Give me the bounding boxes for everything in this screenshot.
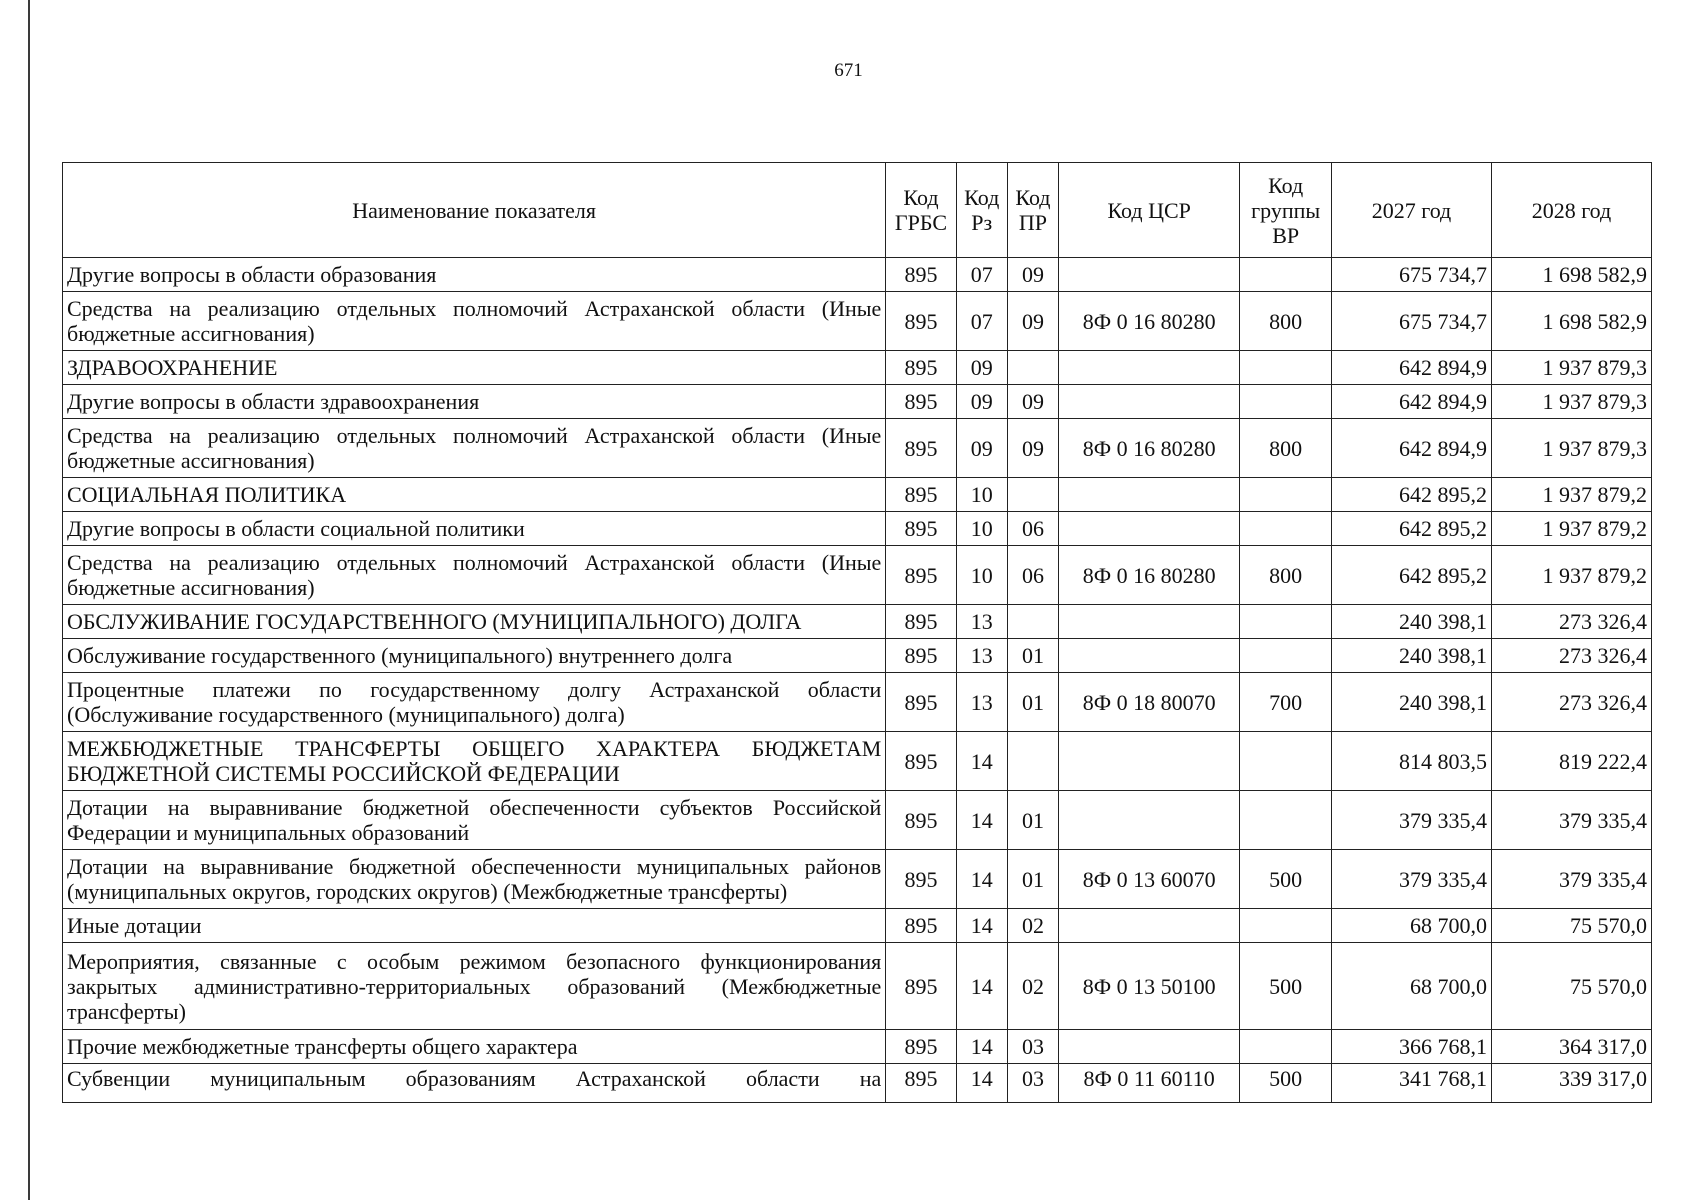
cell-name: Средства на реализацию отдельных полномочий Астраханской области (Иные бюджетные ассигнования) [63,419,886,478]
cell-csr [1059,732,1240,791]
cell-rz: 09 [956,351,1007,385]
cell-csr [1059,1030,1240,1064]
header-pr: Код ПР [1007,163,1058,258]
cell-2027: 642 894,9 [1332,351,1492,385]
cell-vr [1240,258,1332,292]
table-row [63,385,1652,419]
cell-rz: 09 [956,385,1007,419]
cell-pr: 06 [1007,546,1058,605]
cell-csr: 8Ф 0 11 60110 [1059,1064,1240,1103]
cell-rz: 13 [956,605,1007,639]
cell-name: Средства на реализацию отдельных полномочий Астраханской области (Иные бюджетные ассигнования) [63,292,886,351]
cell-rz: 10 [956,478,1007,512]
cell-rz: 13 [956,673,1007,732]
cell-vr: 800 [1240,546,1332,605]
cell-rz: 14 [956,909,1007,943]
cell-rz: 13 [956,639,1007,673]
cell-csr [1059,791,1240,850]
page-number: 671 [834,60,863,81]
header-2028: 2028 год [1491,163,1651,258]
cell-name: Дотации на выравнивание бюджетной обеспеченности субъектов Российской Федерации и муниципальных образований [63,791,886,850]
cell-2027: 675 734,7 [1332,258,1492,292]
cell-2028: 1 937 879,3 [1491,385,1651,419]
cell-2027: 379 335,4 [1332,850,1492,909]
cell-2027: 240 398,1 [1332,673,1492,732]
cell-vr [1240,639,1332,673]
table-row [63,673,1652,732]
cell-vr [1240,478,1332,512]
cell-2027: 240 398,1 [1332,605,1492,639]
budget-table [62,162,1652,1103]
cell-name: Обслуживание государственного (муниципального) внутреннего долга [63,639,886,673]
cell-2028: 364 317,0 [1491,1030,1651,1064]
table-row [63,1064,1652,1103]
cell-2027: 68 700,0 [1332,909,1492,943]
cell-pr [1007,605,1058,639]
cell-grbs: 895 [886,639,956,673]
cell-name: Дотации на выравнивание бюджетной обеспеченности муниципальных районов (муниципальных округов, городских округов) (Межбюджетные трансферты) [63,850,886,909]
cell-rz: 09 [956,419,1007,478]
cell-rz: 07 [956,258,1007,292]
cell-vr [1240,1030,1332,1064]
cell-pr [1007,732,1058,791]
cell-pr: 09 [1007,292,1058,351]
cell-name: СОЦИАЛЬНАЯ ПОЛИТИКА [63,478,886,512]
table-row [63,639,1652,673]
cell-pr: 09 [1007,258,1058,292]
cell-grbs: 895 [886,546,956,605]
table-row [63,512,1652,546]
cell-2028: 379 335,4 [1491,850,1651,909]
cell-2027: 68 700,0 [1332,943,1492,1030]
cell-2028: 1 698 582,9 [1491,292,1651,351]
cell-csr [1059,639,1240,673]
cell-grbs: 895 [886,909,956,943]
cell-name: Процентные платежи по государственному долгу Астраханской области (Обслуживание государственного (муниципального) долга) [63,673,886,732]
cell-pr: 01 [1007,850,1058,909]
header-name: Наименование показателя [63,163,886,258]
cell-vr [1240,732,1332,791]
cell-rz: 14 [956,1064,1007,1103]
cell-vr [1240,791,1332,850]
cell-name: Средства на реализацию отдельных полномочий Астраханской области (Иные бюджетные ассигнования) [63,546,886,605]
header-grbs: Код ГРБС [886,163,956,258]
header-csr: Код ЦСР [1059,163,1240,258]
cell-vr: 500 [1240,943,1332,1030]
cell-rz: 14 [956,1030,1007,1064]
cell-2027: 379 335,4 [1332,791,1492,850]
cell-2028: 1 937 879,2 [1491,546,1651,605]
header-2027: 2027 год [1332,163,1492,258]
table-row [63,351,1652,385]
cell-grbs: 895 [886,385,956,419]
header-vr: Код группы ВР [1240,163,1332,258]
cell-pr: 03 [1007,1030,1058,1064]
scan-edge-line [28,0,30,1200]
cell-name: Мероприятия, связанные с особым режимом безопасного функционирования закрытых административно-территориальных образований (Межбюджетные трансферты) [63,943,886,1030]
table-row [63,732,1652,791]
cell-vr: 500 [1240,850,1332,909]
table-row [63,478,1652,512]
cell-2027: 341 768,1 [1332,1064,1492,1103]
cell-vr: 800 [1240,419,1332,478]
cell-grbs: 895 [886,1030,956,1064]
cell-2027: 642 895,2 [1332,478,1492,512]
table-row [63,850,1652,909]
cell-csr: 8Ф 0 16 80280 [1059,292,1240,351]
cell-2028: 273 326,4 [1491,605,1651,639]
cell-vr: 500 [1240,1064,1332,1103]
cell-csr [1059,351,1240,385]
table-row [63,546,1652,605]
cell-csr [1059,909,1240,943]
cell-grbs: 895 [886,791,956,850]
cell-pr: 01 [1007,673,1058,732]
cell-csr: 8Ф 0 13 60070 [1059,850,1240,909]
cell-pr [1007,351,1058,385]
cell-vr [1240,512,1332,546]
cell-name: ОБСЛУЖИВАНИЕ ГОСУДАРСТВЕННОГО (МУНИЦИПАЛЬНОГО) ДОЛГА [63,605,886,639]
cell-rz: 10 [956,512,1007,546]
cell-2027: 642 895,2 [1332,512,1492,546]
cell-csr: 8Ф 0 16 80280 [1059,419,1240,478]
cell-pr: 02 [1007,943,1058,1030]
cell-grbs: 895 [886,512,956,546]
cell-grbs: 895 [886,292,956,351]
cell-2028: 1 937 879,2 [1491,478,1651,512]
cell-2027: 675 734,7 [1332,292,1492,351]
cell-grbs: 895 [886,673,956,732]
cell-2028: 273 326,4 [1491,673,1651,732]
cell-2028: 75 570,0 [1491,909,1651,943]
cell-name: ЗДРАВООХРАНЕНИЕ [63,351,886,385]
cell-csr [1059,478,1240,512]
cell-pr: 06 [1007,512,1058,546]
cell-grbs: 895 [886,605,956,639]
cell-name: Другие вопросы в области здравоохранения [63,385,886,419]
cell-name: Другие вопросы в области социальной политики [63,512,886,546]
cell-2028: 339 317,0 [1491,1064,1651,1103]
cell-grbs: 895 [886,258,956,292]
cell-vr: 700 [1240,673,1332,732]
table-row [63,1030,1652,1064]
cell-vr [1240,385,1332,419]
cell-grbs: 895 [886,1064,956,1103]
table-row [63,419,1652,478]
table-row [63,292,1652,351]
cell-grbs: 895 [886,478,956,512]
cell-2028: 379 335,4 [1491,791,1651,850]
cell-rz: 14 [956,732,1007,791]
cell-csr [1059,385,1240,419]
cell-rz: 10 [956,546,1007,605]
cell-2028: 1 937 879,3 [1491,351,1651,385]
cell-grbs: 895 [886,943,956,1030]
cell-2027: 814 803,5 [1332,732,1492,791]
cell-2027: 642 895,2 [1332,546,1492,605]
cell-vr [1240,909,1332,943]
cell-pr [1007,478,1058,512]
cell-grbs: 895 [886,850,956,909]
cell-pr: 09 [1007,419,1058,478]
cell-csr [1059,605,1240,639]
cell-2027: 366 768,1 [1332,1030,1492,1064]
cell-2027: 240 398,1 [1332,639,1492,673]
cell-csr: 8Ф 0 13 50100 [1059,943,1240,1030]
cell-rz: 14 [956,850,1007,909]
cell-csr [1059,512,1240,546]
cell-rz: 14 [956,943,1007,1030]
cell-2028: 1 937 879,3 [1491,419,1651,478]
table-row [63,943,1652,1030]
cell-rz: 14 [956,791,1007,850]
table-row [63,605,1652,639]
cell-2028: 1 937 879,2 [1491,512,1651,546]
cell-2028: 75 570,0 [1491,943,1651,1030]
cell-2028: 819 222,4 [1491,732,1651,791]
cell-grbs: 895 [886,351,956,385]
cell-2028: 273 326,4 [1491,639,1651,673]
cell-pr: 09 [1007,385,1058,419]
cell-name: Прочие межбюджетные трансферты общего характера [63,1030,886,1064]
cell-name: Другие вопросы в области образования [63,258,886,292]
cell-rz: 07 [956,292,1007,351]
cell-name: МЕЖБЮДЖЕТНЫЕ ТРАНСФЕРТЫ ОБЩЕГО ХАРАКТЕРА БЮДЖЕТАМ БЮДЖЕТНОЙ СИСТЕМЫ РОССИЙСКОЙ ФЕДЕРАЦИИ [63,732,886,791]
cell-csr [1059,258,1240,292]
cell-grbs: 895 [886,732,956,791]
cell-name: Субвенции муниципальным образованиям Астраханской области на [63,1064,886,1103]
table-row [63,258,1652,292]
cell-2028: 1 698 582,9 [1491,258,1651,292]
cell-vr: 800 [1240,292,1332,351]
table-row [63,909,1652,943]
cell-csr: 8Ф 0 18 80070 [1059,673,1240,732]
cell-csr: 8Ф 0 16 80280 [1059,546,1240,605]
header-rz: Код Рз [956,163,1007,258]
cell-2027: 642 894,9 [1332,419,1492,478]
cell-2027: 642 894,9 [1332,385,1492,419]
header-row [63,163,1652,258]
cell-pr: 02 [1007,909,1058,943]
cell-name: Иные дотации [63,909,886,943]
cell-pr: 03 [1007,1064,1058,1103]
table-row [63,791,1652,850]
cell-pr: 01 [1007,791,1058,850]
cell-vr [1240,605,1332,639]
cell-vr [1240,351,1332,385]
cell-grbs: 895 [886,419,956,478]
cell-pr: 01 [1007,639,1058,673]
